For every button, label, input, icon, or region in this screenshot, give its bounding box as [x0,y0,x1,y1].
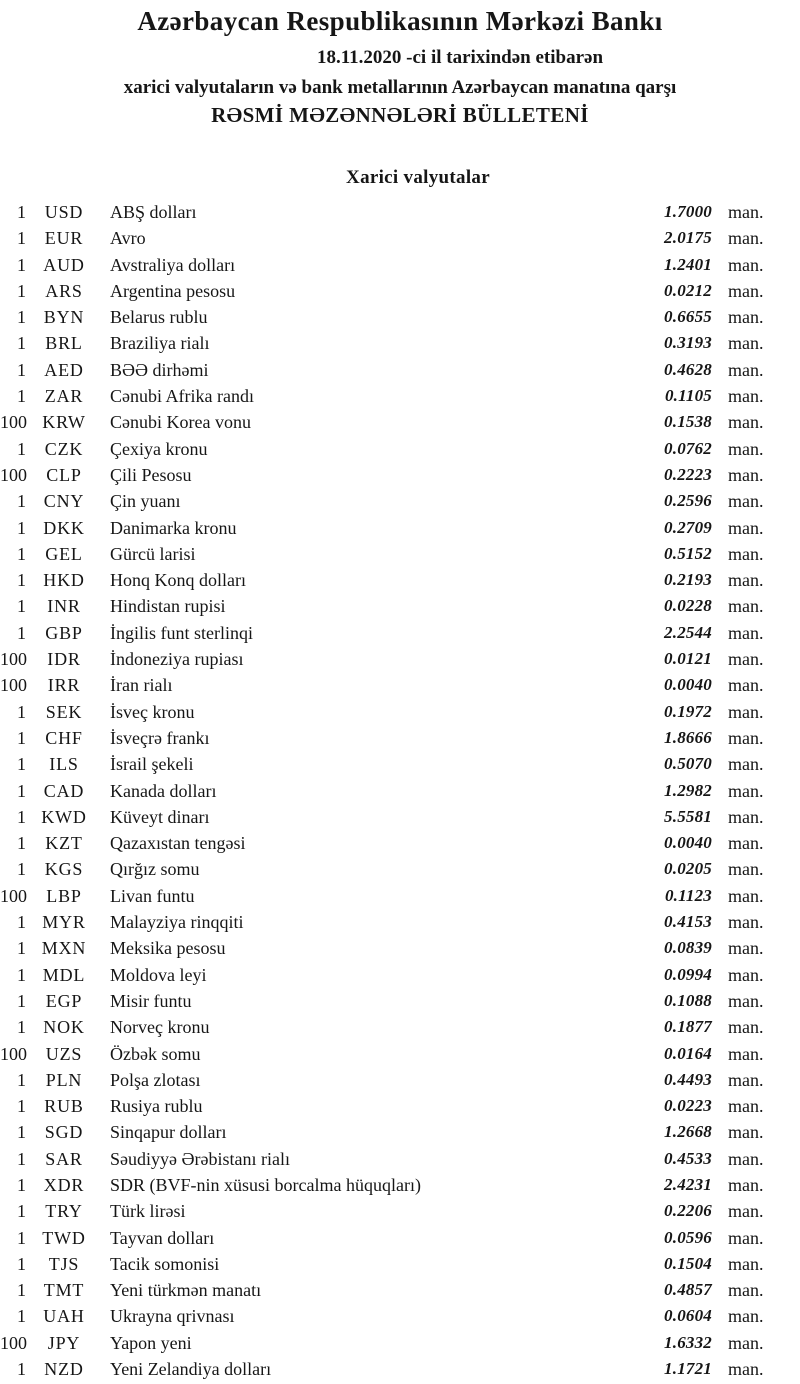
table-row [0,515,800,541]
table-row [0,856,800,882]
rate-value-cell: 0.5070 [664,754,712,774]
unit-cell: man. [728,570,764,591]
table-row [0,278,800,304]
currency-code-cell: HKD [43,570,85,591]
unit-cell: man. [728,1148,764,1169]
nominal-cell: 1 [17,1017,26,1038]
currency-code-cell: MDL [42,964,86,985]
currency-name-cell: Misir funtu [110,990,192,1011]
rate-value-cell: 0.1088 [664,990,712,1010]
table-row [0,988,800,1014]
currency-code-cell: UZS [45,1043,83,1064]
unit-cell: man. [728,675,764,696]
table-row [0,830,800,856]
nominal-cell: 1 [17,307,26,328]
nominal-cell: 100 [0,885,27,906]
rate-value-cell: 2.2544 [664,622,712,642]
subtitle-line: xarici valyutaların və bank metallarının Azərbaycan manatına qarşı [123,77,677,98]
nominal-cell: 1 [17,438,26,459]
table-row [0,1198,800,1224]
currency-code-cell: BRL [45,333,83,354]
bulletin-title: RƏSMİ MƏZƏNNƏLƏRİ BÜLLETENİ [211,103,589,127]
unit-cell: man. [728,464,764,485]
effective-date-line: 18.11.2020 -ci il tarixindən etibarən [316,47,604,68]
nominal-cell: 1 [17,701,26,722]
rate-value-cell: 0.1504 [664,1253,712,1273]
unit-cell: man. [728,1043,764,1064]
rate-value-cell: 0.4493 [664,1069,712,1089]
nominal-cell: 1 [17,1280,26,1301]
rate-value-cell: 0.0228 [664,596,712,616]
currency-name-cell: Qazaxıstan tengəsi [110,833,246,854]
unit-cell: man. [728,254,764,275]
table-row [0,646,800,672]
rate-value-cell: 0.1538 [664,412,712,432]
nominal-cell: 1 [17,990,26,1011]
currency-name-cell: Belarus rublu [110,307,208,328]
unit-cell: man. [728,1096,764,1117]
currency-name-cell: Danimarka kronu [110,517,237,538]
rate-value-cell: 0.2223 [664,464,712,484]
currency-code-cell: NZD [44,1359,84,1380]
table-row [0,593,800,619]
currency-code-cell: CHF [45,727,83,748]
rate-value-cell: 0.0994 [664,964,712,984]
nominal-cell: 100 [0,649,27,670]
unit-cell: man. [728,754,764,775]
table-row [0,1277,800,1303]
currency-name-cell: Yeni Zelandiya dolları [110,1359,272,1380]
nominal-cell: 100 [0,675,27,696]
table-row [0,1330,800,1356]
unit-cell: man. [728,333,764,354]
unit-cell: man. [728,1253,764,1274]
nominal-cell: 1 [17,359,26,380]
table-row [0,1303,800,1329]
table-row [0,357,800,383]
nominal-cell: 1 [17,912,26,933]
currency-code-cell: ILS [49,754,79,775]
unit-cell: man. [728,280,764,301]
unit-cell: man. [728,806,764,827]
table-row [0,304,800,330]
unit-cell: man. [728,307,764,328]
currency-code-cell: JPY [47,1332,81,1353]
rate-value-cell: 1.2401 [664,254,712,274]
nominal-cell: 1 [17,1069,26,1090]
rate-value-cell: 1.2668 [664,1122,712,1142]
unit-cell: man. [728,1306,764,1327]
table-row [0,778,800,804]
currency-name-cell: Polşa zlotası [110,1069,201,1090]
currency-name-cell: Yapon yeni [110,1332,192,1353]
unit-cell: man. [728,359,764,380]
unit-cell: man. [728,1359,764,1380]
nominal-cell: 1 [17,727,26,748]
currency-name-cell: Malayziya rinqqiti [110,912,244,933]
currency-name-cell: Livan funtu [110,885,195,906]
currency-code-cell: KZT [45,833,83,854]
nominal-cell: 100 [0,1332,27,1353]
table-row [0,1014,800,1040]
rate-value-cell: 0.2193 [664,570,712,590]
nominal-cell: 1 [17,1227,26,1248]
table-row [0,225,800,251]
rate-value-cell: 1.8666 [664,727,712,747]
currency-code-cell: BYN [43,307,85,328]
nominal-cell: 1 [17,280,26,301]
unit-cell: man. [728,1280,764,1301]
nominal-cell: 1 [17,1253,26,1274]
currency-code-cell: TRY [45,1201,83,1222]
currency-name-cell: Rusiya rublu [110,1096,203,1117]
currency-name-cell: Meksika pesosu [110,938,226,959]
rate-value-cell: 1.2982 [664,780,712,800]
unit-cell: man. [728,517,764,538]
unit-cell: man. [728,622,764,643]
nominal-cell: 1 [17,596,26,617]
table-row [0,672,800,698]
unit-cell: man. [728,1227,764,1248]
nominal-cell: 1 [17,1306,26,1327]
rate-value-cell: 0.0212 [664,280,712,300]
unit-cell: man. [728,964,764,985]
rate-value-cell: 0.5152 [664,543,712,563]
currency-name-cell: İsveç kronu [110,701,195,722]
table-row [0,1225,800,1251]
table-row [0,1172,800,1198]
currency-code-cell: MXN [41,938,87,959]
currency-name-cell: Moldova leyi [110,964,207,985]
rate-value-cell: 0.0205 [664,859,712,879]
nominal-cell: 1 [17,1359,26,1380]
rate-value-cell: 0.1105 [664,386,712,406]
currency-name-cell: Honq Konq dolları [110,570,246,591]
table-row [0,751,800,777]
rate-value-cell: 1.7000 [664,202,712,221]
table-row [0,462,800,488]
unit-cell: man. [728,1017,764,1038]
nominal-cell: 1 [17,1148,26,1169]
rate-value-cell: 0.3193 [664,333,712,353]
table-row [0,620,800,646]
currency-code-cell: EUR [44,228,84,249]
currency-name-cell: Cənubi Korea vonu [110,412,251,433]
currency-name-cell: Çili Pesosu [110,464,192,485]
currency-code-cell: MYR [42,912,86,933]
nominal-cell: 1 [17,517,26,538]
currency-code-cell: SAR [45,1148,83,1169]
unit-cell: man. [728,543,764,564]
nominal-cell: 1 [17,622,26,643]
currency-code-cell: AUD [43,254,85,275]
nominal-cell: 1 [17,1096,26,1117]
nominal-cell: 1 [17,228,26,249]
rate-value-cell: 2.4231 [664,1174,712,1194]
currency-name-cell: Norveç kronu [110,1017,210,1038]
currency-name-cell: Avstraliya dolları [110,254,236,275]
table-row [0,488,800,514]
rate-value-cell: 0.0121 [664,649,712,669]
currency-code-cell: TMT [43,1280,85,1301]
table-row [0,1067,800,1093]
currency-code-cell: LBP [46,885,82,906]
rate-value-cell: 0.0040 [664,833,712,853]
currency-name-cell: Gürcü larisi [110,543,196,564]
table-row [0,804,800,830]
rate-value-cell: 0.1972 [664,701,712,721]
currency-name-cell: Özbək somu [110,1043,201,1064]
unit-cell: man. [728,701,764,722]
rate-value-cell: 0.0040 [664,675,712,695]
currency-code-cell: CAD [43,780,85,801]
currency-code-cell: CLP [46,464,82,485]
table-row [0,1251,800,1277]
rate-value-cell: 0.4857 [664,1280,712,1300]
unit-cell: man. [728,386,764,407]
currency-code-cell: INR [47,596,81,617]
table-row [0,883,800,909]
rate-value-cell: 0.0839 [664,938,712,958]
currency-code-cell: KGS [44,859,84,880]
rate-value-cell: 0.2206 [664,1201,712,1221]
currency-code-cell: PLN [45,1069,83,1090]
unit-cell: man. [728,833,764,854]
nominal-cell: 1 [17,833,26,854]
rate-value-cell: 0.2596 [664,491,712,511]
table-row [0,935,800,961]
rate-value-cell: 0.6655 [664,307,712,327]
currency-code-cell: TJS [48,1253,80,1274]
nominal-cell: 100 [0,464,27,485]
currency-name-cell: Cənubi Afrika randı [110,386,254,407]
rate-value-cell: 0.4628 [664,359,712,379]
unit-cell: man. [728,596,764,617]
currency-name-cell: SDR (BVF-nin xüsusi borcalma hüquqları) [110,1174,421,1195]
currency-name-cell: BƏƏ dirhəmi [110,359,209,380]
unit-cell: man. [728,491,764,512]
currency-name-cell: Argentina pesosu [110,280,236,301]
currency-name-cell: Sinqapur dolları [110,1122,227,1143]
table-row [0,909,800,935]
currency-code-cell: GEL [45,543,83,564]
unit-cell: man. [728,780,764,801]
section-title: Xarici valyutalar [346,167,490,188]
unit-cell: man. [728,228,764,249]
currency-code-cell: SGD [44,1122,84,1143]
currency-code-cell: AED [44,359,84,380]
rate-value-cell: 0.4533 [664,1148,712,1168]
rate-value-cell: 0.0223 [664,1096,712,1116]
rate-value-cell: 1.6332 [664,1332,712,1352]
nominal-cell: 1 [17,1174,26,1195]
table-row [0,1119,800,1145]
currency-name-cell: Hindistan rupisi [110,596,226,617]
table-row [0,699,800,725]
nominal-cell: 1 [17,386,26,407]
rate-value-cell: 0.1123 [664,885,712,905]
nominal-cell: 1 [17,543,26,564]
currency-code-cell: NOK [43,1017,85,1038]
nominal-cell: 1 [17,964,26,985]
unit-cell: man. [728,1201,764,1222]
currency-name-cell: Avro [110,228,146,249]
currency-code-cell: UAH [43,1306,85,1327]
nominal-cell: 1 [17,1122,26,1143]
currency-code-cell: ZAR [44,386,84,407]
table-row [0,252,800,278]
unit-cell: man. [728,1332,764,1353]
table-row [0,567,800,593]
rate-value-cell: 1.1721 [664,1359,712,1379]
rate-value-cell: 0.0596 [664,1227,712,1247]
currency-name-cell: Yeni türkmən manatı [110,1280,262,1301]
currency-code-cell: KRW [42,412,86,433]
currency-name-cell: Braziliya rialı [110,333,210,354]
currency-name-cell: ABŞ dolları [110,202,197,222]
currency-code-cell: XDR [43,1174,85,1195]
nominal-cell: 1 [17,254,26,275]
currency-name-cell: Çexiya kronu [110,438,208,459]
currency-code-cell: RUB [44,1096,84,1117]
table-row [0,1356,800,1382]
nominal-cell: 1 [17,859,26,880]
currency-name-cell: Küveyt dinarı [110,806,210,827]
unit-cell: man. [728,727,764,748]
currency-name-cell: İngilis funt sterlinqi [110,622,253,643]
currency-code-cell: IRR [47,675,81,696]
currency-name-cell: İsrail şekeli [110,754,194,775]
unit-cell: man. [728,938,764,959]
nominal-cell: 1 [17,491,26,512]
unit-cell: man. [728,412,764,433]
currency-name-cell: İran rialı [110,675,173,696]
currency-code-cell: KWD [41,806,87,827]
rate-value-cell: 0.0604 [664,1306,712,1326]
nominal-cell: 1 [17,754,26,775]
currency-name-cell: İndoneziya rupiası [110,649,244,670]
currency-name-cell: Çin yuanı [110,491,181,512]
rate-value-cell: 2.0175 [664,228,712,248]
table-row [0,541,800,567]
unit-cell: man. [728,990,764,1011]
rate-value-cell: 0.1877 [664,1017,712,1037]
nominal-cell: 1 [17,938,26,959]
nominal-cell: 1 [17,780,26,801]
unit-cell: man. [728,912,764,933]
unit-cell: man. [728,438,764,459]
unit-cell: man. [728,1122,764,1143]
currency-code-cell: DKK [43,517,85,538]
table-row [0,383,800,409]
currency-code-cell: GBP [45,622,83,643]
table-row [0,409,800,435]
nominal-cell: 1 [17,806,26,827]
table-row [0,1041,800,1067]
nominal-cell: 1 [17,202,26,222]
currency-name-cell: Tayvan dolları [110,1227,215,1248]
table-row [0,436,800,462]
nominal-cell: 1 [17,333,26,354]
unit-cell: man. [728,885,764,906]
currency-code-cell: SEK [45,701,83,722]
unit-cell: man. [728,859,764,880]
table-row [0,199,800,225]
table-row [0,1093,800,1119]
table-row [0,962,800,988]
currency-code-cell: USD [44,202,84,222]
rate-value-cell: 0.0164 [664,1043,712,1063]
currency-code-cell: EGP [45,990,83,1011]
nominal-cell: 1 [17,1201,26,1222]
currency-code-cell: IDR [47,649,81,670]
nominal-cell: 100 [0,412,27,433]
bank-title: Azərbaycan Respublikasının Mərkəzi Bankı [137,6,663,36]
currency-code-cell: CNY [43,491,85,512]
rate-value-cell: 5.5581 [664,806,712,826]
currency-code-cell: TWD [42,1227,86,1248]
exchange-rates-table [0,199,800,1382]
currency-code-cell: CZK [44,438,84,459]
currency-name-cell: İsveçrə frankı [110,727,210,748]
table-row [0,1146,800,1172]
currency-name-cell: Ukrayna qrivnası [110,1306,235,1327]
currency-code-cell: ARS [45,280,83,301]
unit-cell: man. [728,649,764,670]
rate-value-cell: 0.0762 [664,438,712,458]
unit-cell: man. [728,1069,764,1090]
currency-name-cell: Tacik somonisi [110,1253,220,1274]
currency-name-cell: Səudiyyə Ərəbistanı rialı [110,1148,290,1169]
nominal-cell: 1 [17,570,26,591]
currency-name-cell: Qırğız somu [110,859,200,880]
currency-name-cell: Türk lirəsi [110,1201,186,1222]
table-row [0,725,800,751]
rate-value-cell: 0.4153 [664,912,712,932]
currency-name-cell: Kanada dolları [110,780,217,801]
rate-value-cell: 0.2709 [664,517,712,537]
nominal-cell: 100 [0,1043,27,1064]
unit-cell: man. [728,1174,764,1195]
unit-cell: man. [728,202,764,222]
table-row [0,330,800,356]
